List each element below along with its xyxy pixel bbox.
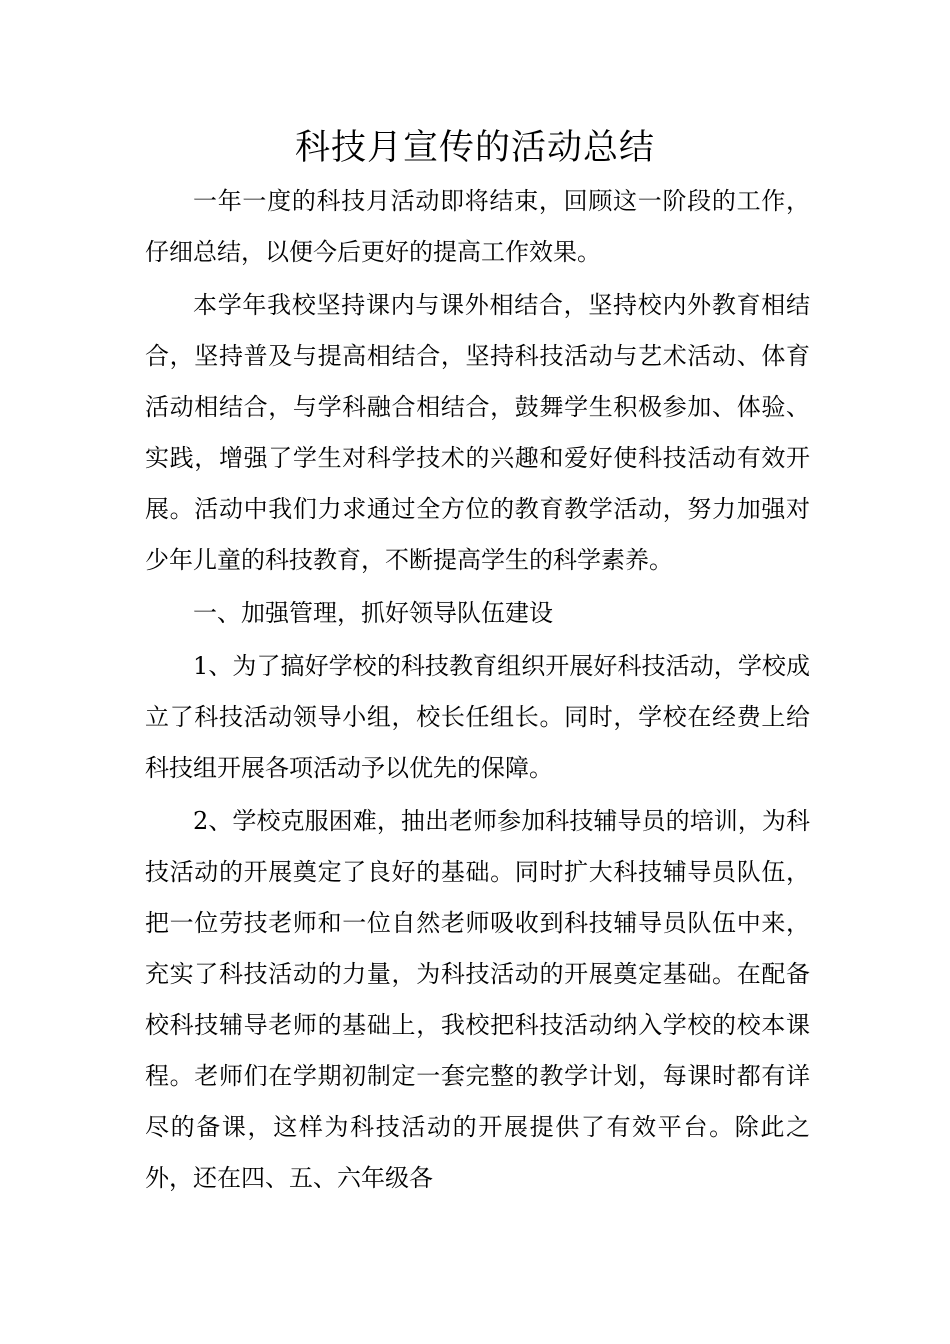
paragraph-item-1: 1、为了搞好学校的科技教育组织开展好科技活动，学校成立了科技活动领导小组，校长任组长。同时，学校在经费上给科技组开展各项活动予以优先的保障。 [145, 652, 810, 782]
document-body [145, 176, 810, 1204]
paragraph-overview: 本学年我校坚持课内与课外相结合，坚持校内外教育相结合，坚持普及与提高相结合，坚持科技活动与艺术活动、体育活动相结合，与学科融合相结合，鼓舞学生积极参加、体验、实践，增强了学生对科学技术的兴趣和爱好使科技活动有效开展。活动中我们力求通过全方位的教育教学活动，努力加强对少年儿童的科技教育，不断提高学生的科学素养。 [145, 291, 810, 574]
section-heading-management: 一、加强管理，抓好领导队伍建设 [193, 599, 553, 627]
paragraph-intro: 一年一度的科技月活动即将结束，回顾这一阶段的工作，仔细总结，以便今后更好的提高工作效果。 [145, 187, 810, 266]
paragraph-item-2: 2、学校克服困难，抽出老师参加科技辅导员的培训，为科技活动的开展奠定了良好的基础。同时扩大科技辅导员队伍，把一位劳技老师和一位自然老师吸收到科技辅导员队伍中来，充实了科技活动的力量，为科技活动的开展奠定基础。在配备校科技辅导老师的基础上，我校把科技活动纳入学校的校本课程。老师们在学期初制定一套完整的教学计划，每课时都有详尽的备课，这样为科技活动的开展提供了有效平台。除此之外，还在四、五、六年级各 [145, 807, 810, 1192]
document-title: 科技月宣传的活动总结 [294, 128, 655, 168]
